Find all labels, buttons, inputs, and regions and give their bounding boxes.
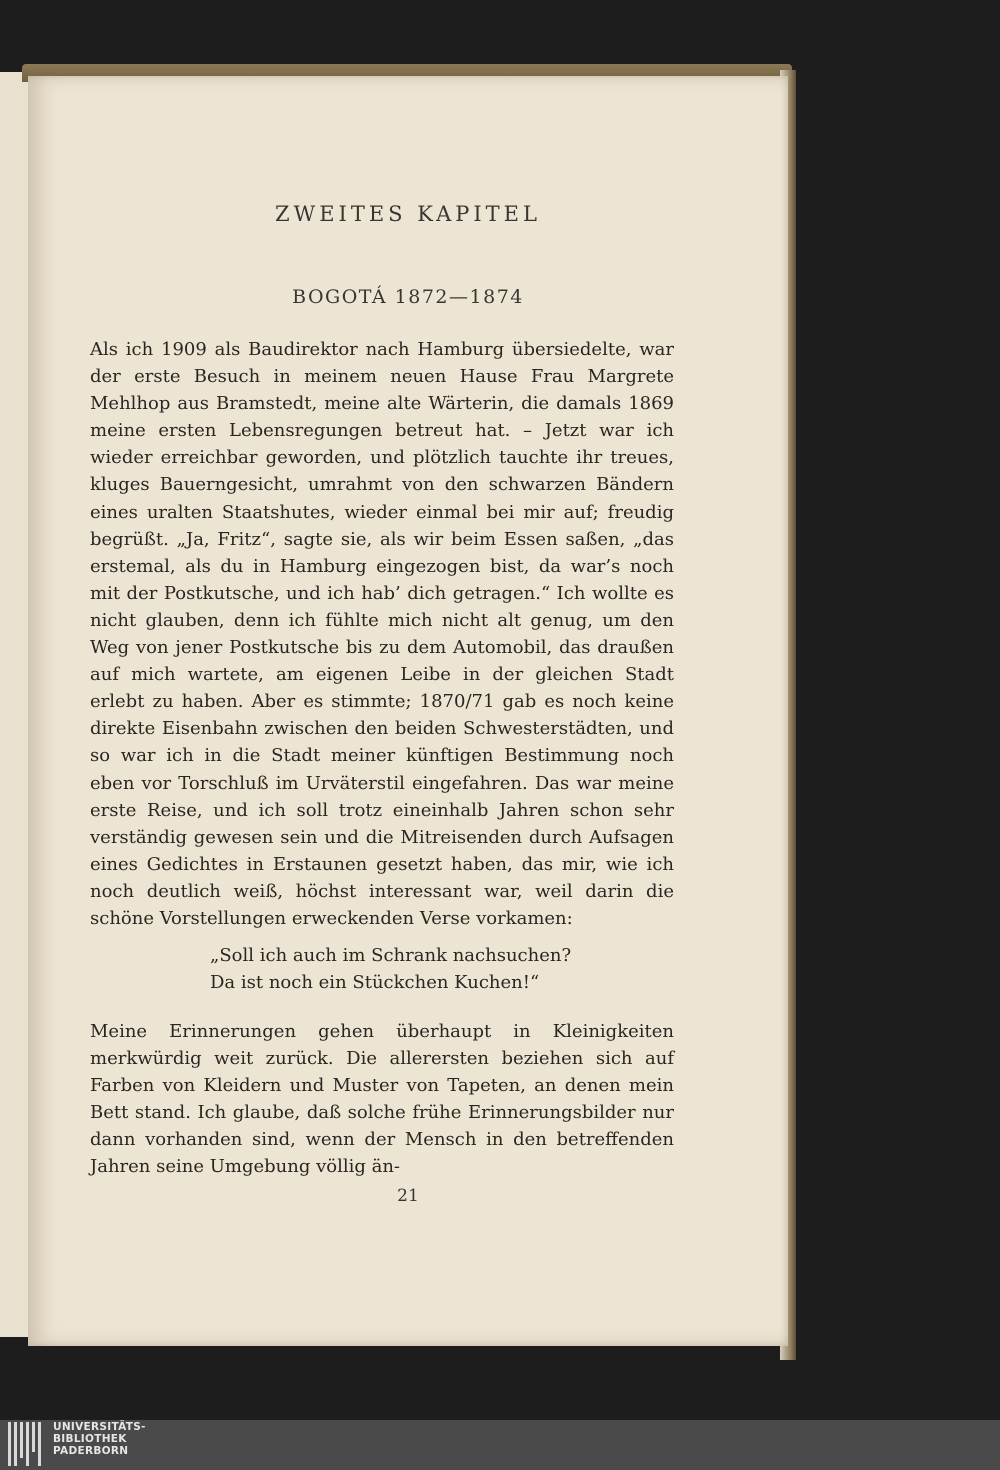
- verse-line-2: Da ist noch ein Stückchen Kuchen!“: [210, 972, 540, 993]
- left-page-edge: [0, 72, 30, 1337]
- book-page: [28, 76, 788, 1346]
- library-logo-text: [53, 1421, 146, 1457]
- paragraph-2: Meine Erinnerungen gehen überhaupt in Kleinigkeiten merkwürdig weit zurück. Die allerersten beziehen sich auf Farben von Kleidern und Muster von Tapeten, an denen mein Bett stand. Ich glaube, daß solche frühe Erinnerungsbilder nur dann vorhanden sind, wenn der Mensch in den betreffenden Jahren seine Umgebung völlig än-: [90, 1021, 674, 1178]
- section-title: BOGOTÁ 1872—1874: [292, 286, 524, 308]
- logo-line-1: UNIVERSITÄTS-: [53, 1421, 146, 1433]
- chapter-title: ZWEITES KAPITEL: [275, 202, 541, 226]
- logo-line-3: PADERBORN: [53, 1445, 129, 1457]
- library-logo-icon: [8, 1422, 48, 1466]
- logo-line-2: BIBLIOTHEK: [53, 1433, 127, 1445]
- verse-line-1: „Soll ich auch im Schrank nachsuchen?: [210, 945, 572, 966]
- paragraph-1: Als ich 1909 als Baudirektor nach Hamburg übersiedelte, war der erste Besuch in meinem neuen Hause Frau Margrete Mehlhop aus Bramstedt, meine alte Wärterin, die damals 1869 meine ersten Lebensregungen betreut hat. – Jetzt war ich wieder erreichbar geworden, und plötzlich tauchte ihr treues, kluges Bauerngesicht, umrahmt von den schwarzen Bändern eines uralten Staatshutes, wieder einmal bei mir auf; freudig begrüßt. „Ja, Fritz“, sagte sie, als wir beim Essen saßen, „das erstemal, als du in Hamburg eingezogen bist, da war’s noch mit der Postkutsche, und ich hab’ dich getragen.“ Ich wollte es nicht glauben, denn ich fühlte mich nicht alt genug, um den Weg von jener Postkutsche bis zu dem Automobil, das draußen auf mich wartete, am eigenen Leibe in der gleichen Stadt erlebt zu haben. Aber es stimmte; 1870/71 gab es noch keine direkte Eisenbahn zwischen den beiden Schwesterstädten, und so war ich in die Stadt meiner künftigen Bestimmung noch eben vor Torschluß im Urväterstil eingefahren. Das war meine erste Reise, und ich soll trotz eineinhalb Jahren schon sehr verständig gewesen sein und die Mitreisenden durch Aufsagen eines Gedichtes in Erstaunen gesetzt haben, das mir, wie ich noch deutlich weiß, höchst interessant war, weil darin die schöne Vorstellungen erweckenden Verse vorkamen:: [90, 339, 674, 929]
- page-number: 21: [397, 1186, 419, 1206]
- library-footer-bar: [0, 1420, 1000, 1470]
- verse: [210, 942, 571, 996]
